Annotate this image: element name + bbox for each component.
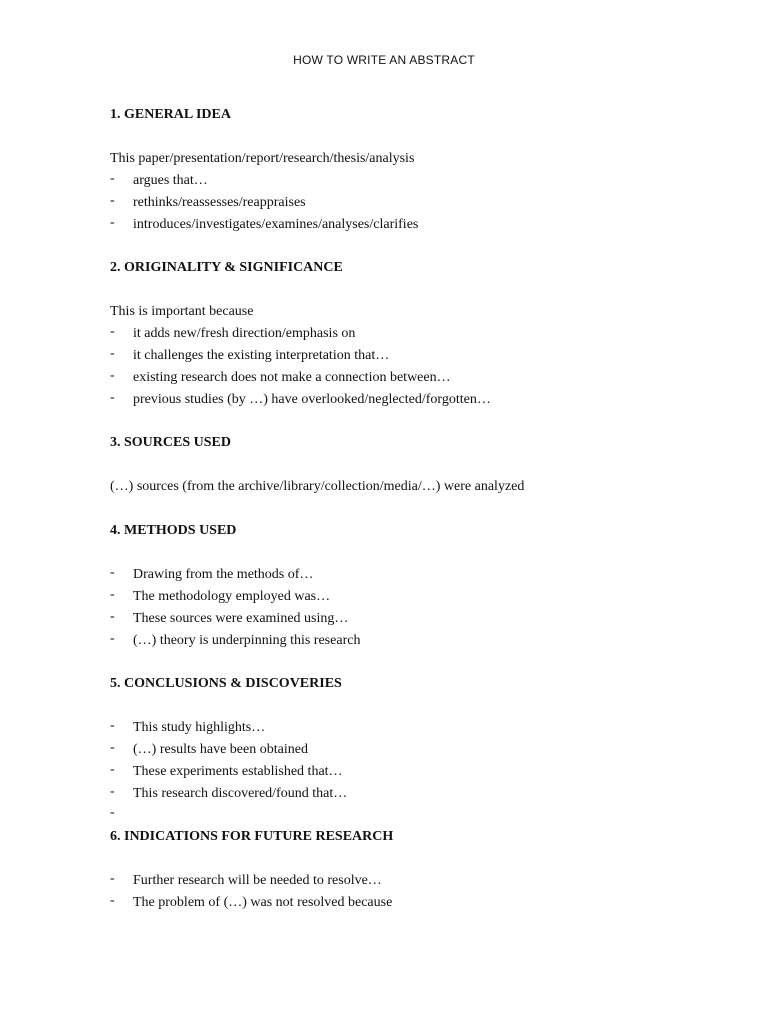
list-item-text: rethinks/reassesses/reappraises (133, 195, 306, 210)
list-item-text: introduces/investigates/examines/analyses/clarifies (133, 217, 419, 232)
bullet-dash: - (110, 609, 115, 624)
bullet-dash: - (110, 784, 115, 799)
section-heading: 5. CONCLUSIONS & DISCOVERIES (110, 676, 342, 691)
section-heading: 3. SOURCES USED (110, 435, 231, 450)
bullet-dash: - (110, 324, 115, 339)
list-item-text: (…) results have been obtained (133, 742, 308, 757)
list-item-text: This research discovered/found that… (133, 786, 348, 801)
document-title: HOW TO WRITE AN ABSTRACT (293, 53, 475, 67)
list-item-text: Further research will be needed to resolve… (133, 873, 382, 888)
section-heading: 4. METHODS USED (110, 523, 237, 538)
bullet-dash: - (110, 171, 115, 186)
bullet-dash: - (110, 346, 115, 361)
bullet-dash: - (110, 368, 115, 383)
bullet-dash: - (110, 718, 115, 733)
bullet-dash: - (110, 805, 115, 820)
list-item-text: Drawing from the methods of… (133, 567, 314, 582)
bullet-dash: - (110, 871, 115, 886)
bullet-dash: - (110, 893, 115, 908)
section-heading: 1. GENERAL IDEA (110, 107, 231, 122)
bullet-dash: - (110, 215, 115, 230)
list-item-text: it adds new/fresh direction/emphasis on (133, 326, 356, 341)
list-item-text: These sources were examined using… (133, 611, 349, 626)
list-item-text: previous studies (by …) have overlooked/neglected/forgotten… (133, 392, 491, 407)
list-item-text: The problem of (…) was not resolved because (133, 895, 393, 910)
section-heading: 2. ORIGINALITY & SIGNIFICANCE (110, 260, 343, 275)
list-item-text: These experiments established that… (133, 764, 343, 779)
list-item-text: The methodology employed was… (133, 589, 331, 604)
section-intro: (…) sources (from the archive/library/collection/media/…) were analyzed (110, 479, 525, 494)
bullet-dash: - (110, 587, 115, 602)
section-heading: 6. INDICATIONS FOR FUTURE RESEARCH (110, 829, 394, 844)
bullet-dash: - (110, 193, 115, 208)
list-item-text: This study highlights… (133, 720, 266, 735)
bullet-dash: - (110, 740, 115, 755)
bullet-dash: - (110, 565, 115, 580)
bullet-dash: - (110, 631, 115, 646)
list-item-text: (…) theory is underpinning this research (133, 633, 361, 648)
bullet-dash: - (110, 762, 115, 777)
section-intro: This paper/presentation/report/research/thesis/analysis (110, 151, 415, 166)
bullet-dash: - (110, 390, 115, 405)
section-intro: This is important because (110, 304, 254, 319)
list-item-text: existing research does not make a connection between… (133, 370, 451, 385)
list-item-text: argues that… (133, 173, 208, 188)
list-item-text: it challenges the existing interpretation that… (133, 348, 390, 363)
